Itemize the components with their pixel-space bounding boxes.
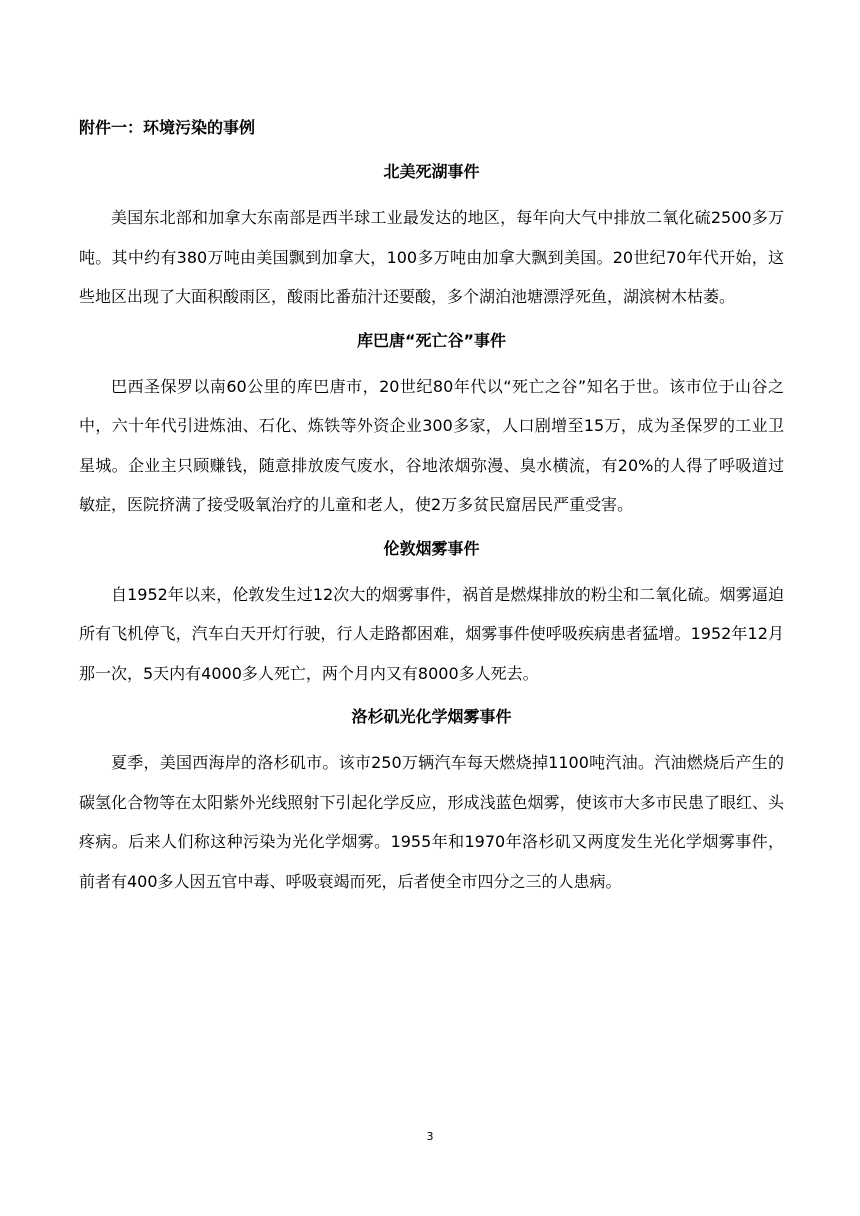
section-title: 北美死湖事件 [383,162,480,181]
section-north-america-dead-lakes [79,156,784,317]
section-title: 库巴唐“死亡谷”事件 [356,330,507,350]
section-cubatao-death-valley [79,325,784,525]
section-london-smog [79,533,784,694]
section-body: 巴西圣保罗以南60公里的库巴唐市，20世纪80年代以“死亡之谷”知名于世。该市位于山谷之中，六十年代引进炼油、石化、炼铁等外资企业300多家，人口剧增至15万，成为圣保罗的工业卫星城。企业主只顾赚钱，随意排放废气废水，谷地浓烟弥漫、臭水横流，有20%的人得了呼吸道过敏症，医院挤满了接受吸氧治疗的儿童和老人，使2万多贫民窟居民严重受害。 [79,376,784,514]
section-los-angeles-photochemical-smog [79,701,784,901]
attachment-title: 附件一：环境污染的事例 [79,118,256,137]
section-body: 夏季，美国西海岸的洛杉矶市。该市250万辆汽车每天燃烧掉1100吨汽油。汽油燃烧后产生的碳氢化合物等在太阳紫外光线照射下引起化学反应，形成浅蓝色烟雾，使该市大多市民患了眼红、头疼病。后来人们称这种污染为光化学烟雾。1955年和1970年洛杉矶又两度发生光化学烟雾事件，前者有400多人因五官中毒、呼吸衰竭而死，后者使全市四分之三的人患病。 [79,753,784,891]
section-title: 伦敦烟雾事件 [383,538,480,558]
section-body: 自1952年以来，伦敦发生过12次大的烟雾事件，祸首是燃煤排放的粉尘和二氧化硫。烟雾逼迫所有飞机停飞，汽车白天开灯行驶，行人走路都困难，烟雾事件使呼吸疾病患者猛增。1952年12月那一次，5天内有4000多人死亡，两个月内又有8000多人死去。 [79,584,784,683]
section-body: 美国东北部和加拿大东南部是西半球工业最发达的地区，每年向大气中排放二氧化硫2500多万吨。其中约有380万吨由美国飘到加拿大，100多万吨由加拿大飘到美国。20世纪70年代开始，这些地区出现了大面积酸雨区，酸雨比番茄汁还要酸，多个湖泊池塘漂浮死鱼，湖滨树木枯萎。 [79,208,784,306]
section-title: 洛杉矶光化学烟雾事件 [351,707,512,726]
page-content [79,112,784,909]
page-number: 3 [426,1130,434,1143]
